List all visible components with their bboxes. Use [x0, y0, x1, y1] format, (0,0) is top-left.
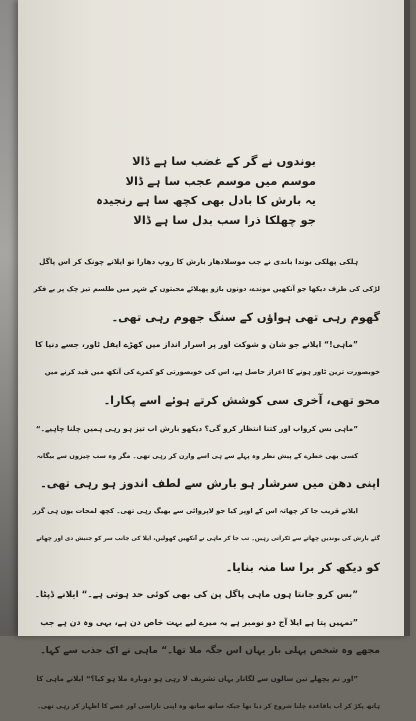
text-line: ”ماہی بس کرواب اور کتنا انتظار کرو گی؟ دیکھو بارش اب تیز ہو رہی ہمیں چلنا چاہیے۔“ [35, 423, 358, 433]
text-line: ایلانے قریب جا کر چھاتہ اس کے اوپر کیا جو لاپروائی سے بھیگ رہی تھی۔ کچھ لمحات یوں ہی گزر [32, 507, 358, 516]
paragraph-1 [34, 248, 380, 331]
text-line: کسی بھی خطرے کے پیش نظر وہ پہلے سے ہی اسے وارن کر رہی تھی۔ مگر وہ سب چیزوں سے بیگانہ [36, 451, 358, 460]
text-line: ”ماہی!“ ایلانے جو شان و شوکت اور پر اسرار انداز میں کھڑے ایفل ٹاور، جسے دنیا کا [35, 340, 358, 350]
text-line: لڑکی کی طرف دیکھا جو آنکھیں موندے، دونوں بازو پھیلائے محبتوں کے شہر میں طلسم تیز چک پر بے فکر [33, 284, 380, 293]
poem-line: یہ بارش کا بادل بھی کچھ سا ہے رنجیدہ [96, 194, 316, 207]
text-line: ”اور تم پچھلے تین سالوں سے لگاتار یہاں تشریف لا رہی ہو دوبارہ ملا ہو کیا؟“ ایلانے ماہی کا [36, 673, 358, 683]
paragraph-6 [34, 582, 380, 610]
text-line: ہاتھ پکڑ کر اب باقاعدہ چلنا شروع کر دیا تھا جبکہ ساتھ ساتھ وہ اپنی ناراضی اور غصے کا اظہار کر رہی تھی۔ [37, 702, 380, 710]
text-line: اپنی دھن میں سرشار ہو بارش سے لطف اندوز ہو رہی تھی۔ [40, 477, 380, 491]
text-line: مجھے وہ شخص پہلی بار یہاں اس جگہ ملا تھا۔“ ماہی نے اک جذب سے کہا۔ [40, 645, 380, 657]
text-line: کو دیکھ کر برا سا منہ بنایا۔ [225, 560, 380, 574]
text-line: خوبصورت ترین ٹاور ہونے کا اعزاز حاصل ہے، اس کی خوبصورتی کو کمرے کی آنکھ میں قید کرنے میں [44, 368, 380, 377]
poem-line: موسم میں موسم عجب سا ہے ڈالا [125, 173, 316, 188]
poem-verse [96, 152, 316, 230]
prose-body [34, 248, 380, 721]
page-content [32, 0, 394, 710]
text-line: گئے بارش کی بوندیں چھاتے سے ٹکراتی رہیں۔ تب جا کر ماہی نے آنکھیں کھولیں، ایلا کی جانب سر کو جنبش دی اور چھاتے [36, 535, 380, 542]
text-line: ”بس کرو جانتا ہوں ماہی پاگل پن کی بھی کوئی حد ہوتی ہے۔“ ایلانے ڈپٹا۔ [34, 589, 358, 600]
paragraph-3 [34, 415, 380, 443]
paragraph-5 [34, 498, 380, 581]
text-line: محو تھی، آخری سی کوشش کرتے ہوئے اسے پکارا۔ [103, 393, 380, 407]
text-line: ہلکی پھلکی بوندا باندی نے جب موسلادھار بارش کا روپ دھارا تو ایلانے چونک کر اس پاگل [39, 257, 358, 266]
page-right-edge [404, 0, 410, 636]
paragraph-4 [34, 443, 380, 499]
text-line: ”تمہیں پتا ہے ایلا آج دو نومبر ہے یہ میرے لیے بہت خاص دن ہے، یہی وہ دن ہے جب [40, 618, 358, 628]
paragraph-7 [34, 609, 380, 665]
book-page [18, 0, 410, 710]
poem-line: جو چھلکا ذرا سب بدل سا ہے ڈالا [133, 212, 316, 227]
book-spine-edge [0, 0, 18, 636]
poem-line: بوندوں نے گر کے غضب سا ہے ڈالا [132, 154, 316, 168]
text-line: گھوم رہی تھی ہواؤں کے سنگ جھوم رہی تھی۔ [111, 310, 380, 324]
paragraph-8 [34, 665, 380, 721]
paragraph-2 [34, 331, 380, 414]
